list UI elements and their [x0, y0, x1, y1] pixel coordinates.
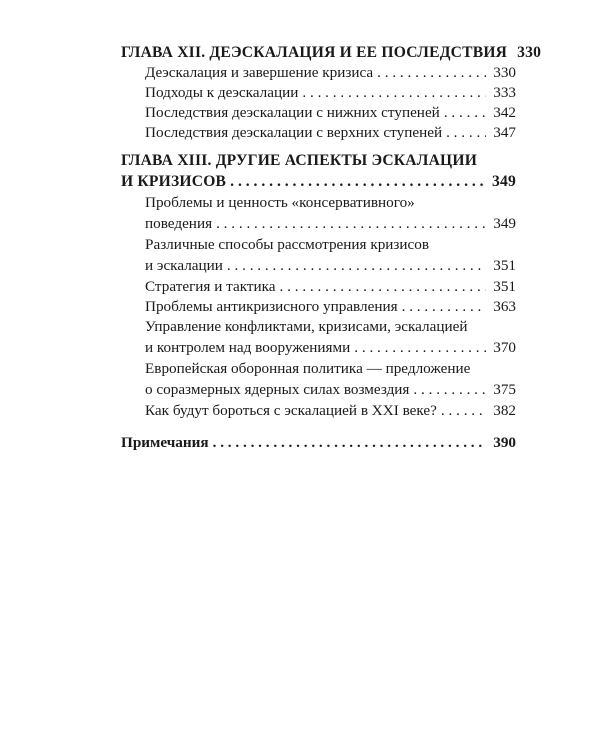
toc-leader-dots [402, 297, 486, 317]
toc-entry-title: Различные способы рассмотрения кризисов [145, 236, 430, 253]
toc-entry-title: ГЛАВА XII. ДЕЭСКАЛАЦИЯ И ЕЕ ПОСЛЕДСТВИЯ [121, 44, 508, 61]
toc-page-number: 342 [493, 104, 516, 121]
toc-leader-dots [377, 63, 486, 83]
toc-entry-title: Последствия деэскалации с верхних ступеней [145, 124, 443, 141]
toc-leader-dots [444, 103, 486, 123]
toc-entry-title: Проблемы и ценность «консервативного» [145, 194, 415, 211]
toc-leader-dots [446, 123, 486, 143]
toc-leader-dots [354, 337, 486, 359]
toc-leader-dots [280, 277, 486, 297]
toc-entry-title: и контролем над вооружениями [145, 339, 351, 356]
toc-leader-dots [230, 171, 486, 193]
toc-section [121, 297, 516, 317]
toc-entry-title: Европейская оборонная политика — предложение [145, 360, 471, 377]
toc-page-number: 333 [493, 84, 516, 101]
toc-page-number: 349 [493, 215, 516, 232]
toc-section [121, 277, 516, 297]
toc-section [121, 103, 516, 123]
toc-leader-dots [413, 379, 486, 401]
toc-page-number: 347 [493, 124, 516, 141]
toc-page-number: 351 [493, 257, 516, 274]
toc-leader-dots [216, 213, 486, 235]
toc-entry-title: Последствия деэскалации с нижних ступеней [145, 104, 440, 121]
toc-page-number: 330 [517, 44, 542, 61]
toc-section [121, 401, 516, 421]
table-of-contents [121, 43, 542, 453]
toc-entry-title: Как будут бороться с эскалацией в XXI веке? [145, 402, 437, 419]
toc-section [121, 193, 516, 235]
toc-entry-title: Деэскалация и завершение кризиса [145, 64, 374, 81]
toc-entry-title: о соразмерных ядерных силах возмездия [145, 381, 410, 398]
toc-chapter [121, 151, 516, 193]
toc-entry-title: Подходы к деэскалации [145, 84, 299, 101]
toc-entry-title: Примечания [121, 434, 209, 451]
toc-section [121, 123, 516, 143]
toc-page-number: 390 [493, 434, 516, 451]
toc-page-number: 370 [493, 339, 516, 356]
toc-section [121, 83, 516, 103]
toc-entry-title: И КРИЗИСОВ [121, 173, 227, 190]
toc-page-number: 351 [493, 278, 516, 295]
toc-page-number: 363 [493, 298, 516, 315]
toc-notes [121, 433, 516, 453]
toc-chapter [121, 43, 542, 63]
toc-section [121, 63, 516, 83]
toc-entry-title: Управление конфликтами, кризисами, эскалацией [145, 318, 468, 335]
toc-leader-dots [227, 255, 486, 277]
toc-section [121, 317, 516, 359]
toc-leader-dots [441, 401, 486, 421]
toc-page-number: 330 [493, 64, 516, 81]
toc-page-number: 349 [492, 173, 516, 190]
toc-entry-title: Проблемы антикризисного управления [145, 298, 398, 315]
toc-entry-title: Стратегия и тактика [145, 278, 276, 295]
toc-page-number: 382 [493, 402, 516, 419]
toc-entry-title: поведения [145, 215, 213, 232]
toc-leader-dots [302, 83, 486, 103]
toc-leader-dots [213, 433, 486, 453]
toc-section [121, 359, 516, 401]
toc-section [121, 235, 516, 277]
toc-entry-title: и эскалации [145, 257, 223, 274]
toc-page-number: 375 [493, 381, 516, 398]
toc-entry-title: ГЛАВА XIII. ДРУГИЕ АСПЕКТЫ ЭСКАЛАЦИИ [121, 152, 478, 169]
